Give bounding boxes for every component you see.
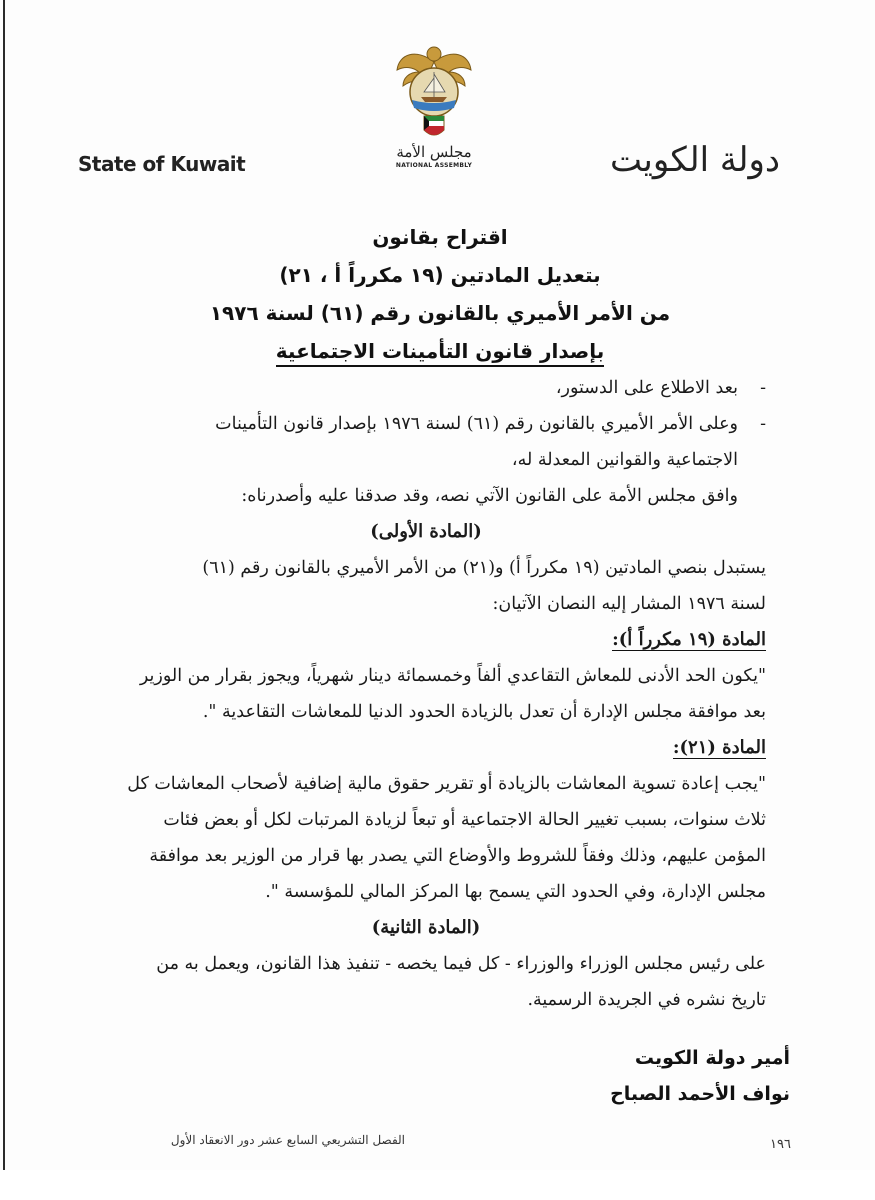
page-number: ١٩٦ (770, 1137, 791, 1152)
article-1-heading: (المادة الأولى) (370, 521, 482, 542)
bullet-text: بعد الاطلاع على الدستور، (555, 378, 738, 398)
bullet-text: وعلى الأمر الأميري بالقانون رقم (٦١) لسنة ١٩٧٦ بإصدار قانون التأمينات (215, 414, 738, 434)
article-2-heading: (المادة الثانية) (371, 917, 481, 938)
article-19-heading (86, 622, 766, 658)
emblem-arabic-label: مجلس الأمة (396, 143, 472, 161)
title-line-3: من الأمر الأميري بالقانون رقم (٦١) لسنة ١٩٧٦ (209, 301, 671, 325)
article-2-text: تاريخ نشره في الجريدة الرسمية. (527, 990, 766, 1010)
bullet-continuation: الاجتماعية والقوانين المعدلة له، (511, 450, 738, 470)
article-21-text: المؤمن عليهم، وذلك وفقاً للشروط والأوضاع التي يصدر بها قرار من الوزير بعد موافقة (149, 846, 766, 866)
article-19-text: "يكون الحد الأدنى للمعاش التقاعدي ألفاً وخمسمائة دينار شهرياً، ويجوز بقرار من الوزير (139, 666, 766, 686)
emblem-english-label: NATIONAL ASSEMBLY (395, 162, 473, 169)
national-assembly-emblem (384, 40, 484, 188)
bullet-dash: - (760, 414, 766, 434)
article-19-text: بعد موافقة مجلس الإدارة أن تعدل بالزيادة الحدود الدنيا للمعاشات التقاعدية ". (202, 702, 766, 722)
article-21-text: "يجب إعادة تسوية المعاشات بالزيادة أو تقرير حقوق مالية إضافية لأصحاب المعاشات كل (127, 774, 766, 794)
document-titles (180, 218, 700, 370)
title-line-4 (180, 332, 700, 370)
state-name-english: State of Kuwait (78, 152, 246, 176)
article-2-text: على رئيس مجلس الوزراء والوزراء - كل فيما يخصه - تنفيذ هذا القانون، ويعمل به من (156, 954, 766, 974)
article-21-text: مجلس الإدارة، وفي الحدود التي يسمح بها المركز المالي للمؤسسة ". (265, 882, 766, 902)
article-1-text: يستبدل بنصي المادتين (١٩ مكرراً أ) و(٢١) من الأمر الأميري بالقانون رقم (٦١) (202, 558, 766, 578)
title-line-1: اقتراح بقانون (372, 225, 508, 249)
state-name-arabic: دولة الكويت (610, 140, 780, 180)
article-21-text: ثلاث سنوات، بسبب تغيير الحالة الاجتماعية أو تبعاً لزيادة المرتبات لكل أو بعض فئات (163, 810, 766, 830)
signature-block (610, 1040, 790, 1112)
session-footer: الفصل التشريعي السابع عشر دور الانعقاد الأول (170, 1133, 405, 1147)
bullet-item (86, 370, 766, 406)
title-line-2: بتعديل المادتين (١٩ مكرراً أ ، ٢١) (279, 263, 601, 287)
bullet-dash: - (760, 378, 766, 398)
approval-text: وافق مجلس الأمة على القانون الآتي نصه، وقد صدقنا عليه وأصدرناه: (241, 486, 738, 506)
article-1-text: لسنة ١٩٧٦ المشار إليه النصان الآتيان: (492, 594, 766, 614)
article-21-heading (86, 730, 766, 766)
bullet-item (86, 406, 766, 442)
article-19-heading-text: المادة (١٩ مكرراً أ): (612, 629, 766, 650)
kuwait-emblem-icon (391, 40, 477, 142)
article-21-heading-text: المادة (٢١): (672, 737, 766, 758)
signature-name: نواف الأحمد الصباح (610, 1083, 790, 1105)
title-line-4-text: بإصدار قانون التأمينات الاجتماعية (276, 339, 604, 367)
document-body (86, 370, 766, 1018)
bottom-margin (0, 1170, 875, 1200)
signature-title: أمير دولة الكويت (634, 1047, 790, 1069)
